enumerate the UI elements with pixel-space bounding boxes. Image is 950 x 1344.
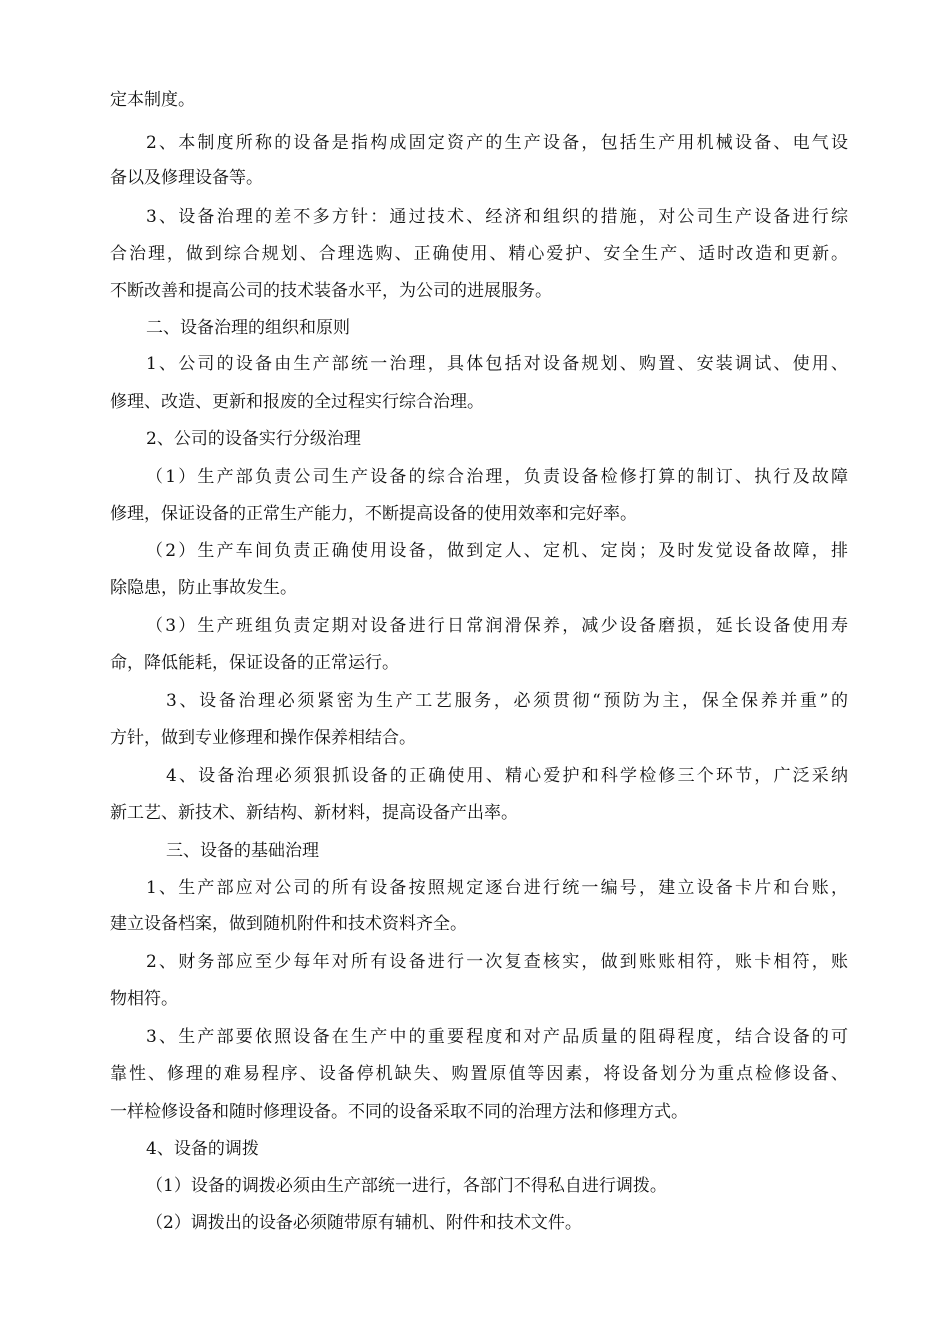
text-line: （1）设备的调拨必须由生产部统一进行，各部门不得私自进行调拨。 xyxy=(146,1176,667,1196)
text-line: 3、设备治理的差不多方针：通过技术、经济和组织的措施，对公司生产设备进行综 xyxy=(146,207,848,227)
text-line: 2、本制度所称的设备是指构成固定资产的生产设备，包括生产用机械设备、电气设 xyxy=(146,133,848,153)
text-line: 靠性、修理的难易程序、设备停机缺失、购置原值等因素，将设备划分为重点检修设备、 xyxy=(110,1064,848,1084)
section-heading: 二、设备治理的组织和原则 xyxy=(146,318,350,338)
text-line: 合治理，做到综合规划、合理选购、正确使用、精心爱护、安全生产、适时改造和更新。 xyxy=(110,244,848,264)
text-line: 2、公司的设备实行分级治理 xyxy=(146,429,361,449)
text-line: 物相符。 xyxy=(110,989,178,1009)
text-line: 4、设备治理必须狠抓设备的正确使用、精心爱护和科学检修三个环节，广泛采纳 xyxy=(166,766,848,786)
text-line: 修理、改造、更新和报废的全过程实行综合治理。 xyxy=(110,392,484,412)
text-line: 新工艺、新技术、新结构、新材料，提高设备产出率。 xyxy=(110,803,518,823)
text-line: 3、设备治理必须紧密为生产工艺服务，必须贯彻“预防为主，保全保养并重”的 xyxy=(166,691,848,711)
text-line: 3、生产部要依照设备在生产中的重要程度和对产品质量的阻碍程度，结合设备的可 xyxy=(146,1027,848,1047)
text-line: 定本制度。 xyxy=(110,90,195,110)
text-line: 方针，做到专业修理和操作保养相结合。 xyxy=(110,728,416,748)
text-line: （2）生产车间负责正确使用设备，做到定人、定机、定岗；及时发觉设备故障，排 xyxy=(146,541,848,561)
text-line: 一样检修设备和随时修理设备。不同的设备采取不同的治理方法和修理方式。 xyxy=(110,1102,688,1122)
text-line: 4、设备的调拨 xyxy=(146,1139,259,1159)
text-line: （3）生产班组负责定期对设备进行日常润滑保养，减少设备磨损，延长设备使用寿 xyxy=(146,616,848,636)
text-line: 建立设备档案，做到随机附件和技术资料齐全。 xyxy=(110,914,467,934)
text-line: 2、财务部应至少每年对所有设备进行一次复查核实，做到账账相符，账卡相符，账 xyxy=(146,952,848,972)
text-line: （2）调拨出的设备必须随带原有辅机、附件和技术文件。 xyxy=(146,1213,582,1233)
text-line: 修理，保证设备的正常生产能力，不断提高设备的使用效率和完好率。 xyxy=(110,504,637,524)
text-line: 1、生产部应对公司的所有设备按照规定逐台进行统一编号，建立设备卡片和台账， xyxy=(146,878,848,898)
text-line: 除隐患，防止事故发生。 xyxy=(110,578,297,598)
text-line: （1）生产部负责公司生产设备的综合治理，负责设备检修打算的制订、执行及故障 xyxy=(146,467,848,487)
text-line: 命，降低能耗，保证设备的正常运行。 xyxy=(110,653,399,673)
text-line: 1、公司的设备由生产部统一治理，具体包括对设备规划、购置、安装调试、使用、 xyxy=(146,354,848,374)
text-line: 不断改善和提高公司的技术装备水平，为公司的进展服务。 xyxy=(110,281,552,301)
text-line: 备以及修理设备等。 xyxy=(110,168,263,188)
section-heading: 三、设备的基础治理 xyxy=(166,841,319,861)
